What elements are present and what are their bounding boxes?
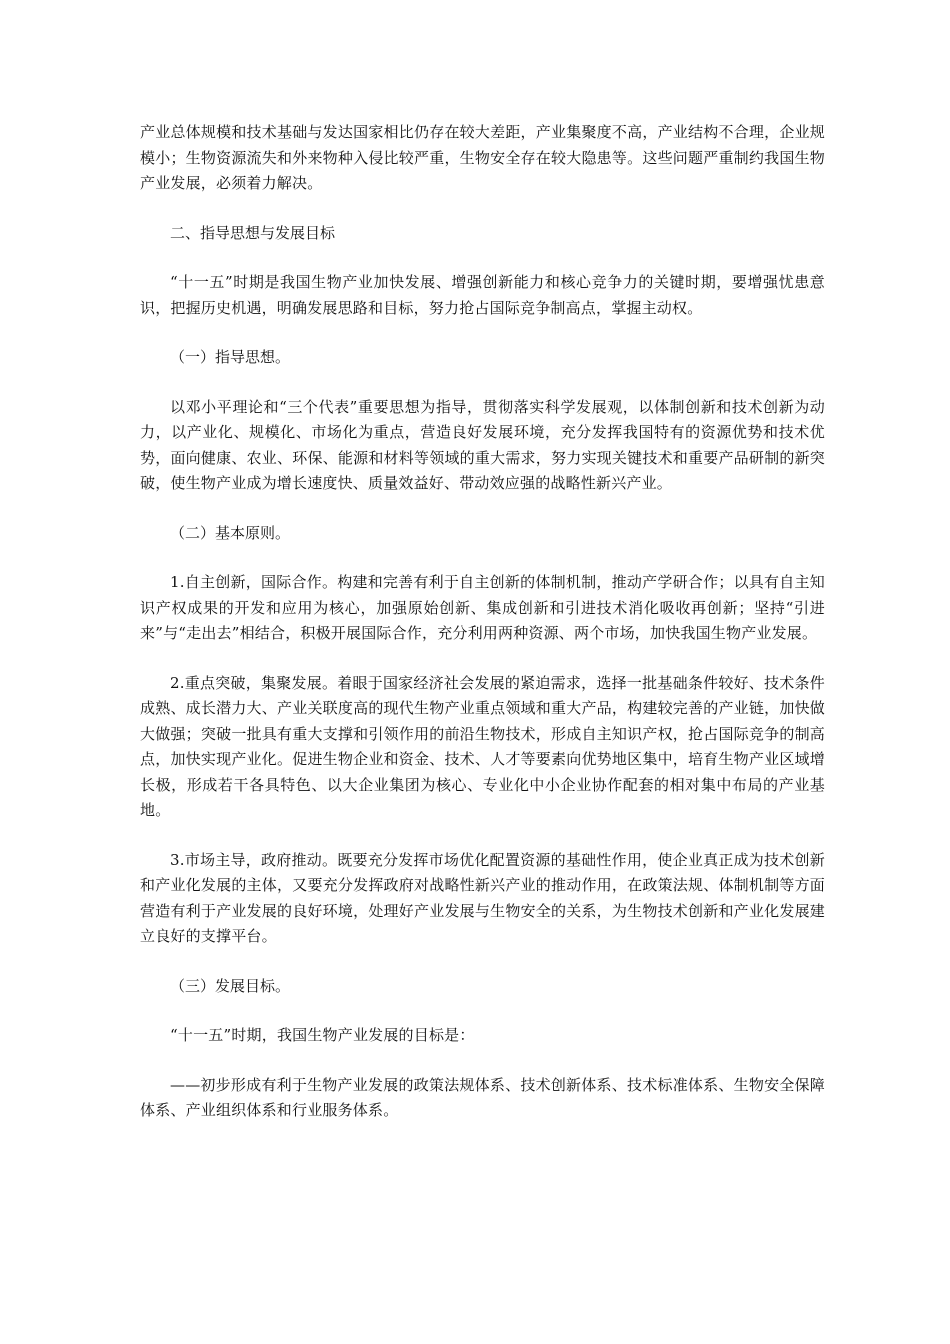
paragraph-guiding-thought: 以邓小平理论和“三个代表”重要思想为指导，贯彻落实科学发展观，以体制创新和技术创新为动力，以产业化、规模化、市场化为重点，营造良好发展环境，充分发挥我国特有的资源优势和技术优势，面向健康、农业、环保、能源和材料等领域的重大需求，努力实现关键技术和重要产品研制的新突破，使生物产业成为增长速度快、质量效益好、带动效应强的战略性新兴产业。: [140, 397, 825, 492]
paragraph-intro: 产业总体规模和技术基础与发达国家相比仍存在较大差距，产业集聚度不高，产业结构不合理，企业规模小；生物资源流失和外来物种入侵比较严重，生物安全存在较大隐患等。这些问题严重制约我国生物产业发展，必须着力解决。: [140, 123, 825, 192]
subheading-development-goals: （三）发展目标。: [170, 976, 291, 995]
paragraph-goal-1: ——初步形成有利于生物产业发展的政策法规体系、技术创新体系、技术标准体系、生物安全保障体系、产业组织体系和行业服务体系。: [140, 1075, 825, 1119]
section-heading-guiding-thought-and-goals: 二、指导思想与发展目标: [170, 223, 336, 242]
paragraph-principle-3: 3.市场主导，政府推动。既要充分发挥市场优化配置资源的基础性作用，使企业真正成为技术创新和产业化发展的主体，又要充分发挥政府对战略性新兴产业的推动作用，在政策法规、体制机制等方面营造有利于产业发展的良好环境，处理好产业发展与生物安全的关系，为生物技术创新和产业化发展建立良好的支撑平台。: [140, 850, 825, 945]
document-page: [140, 120, 825, 1148]
paragraph-principle-2: 2.重点突破，集聚发展。着眼于国家经济社会发展的紧迫需求，选择一批基础条件较好、技术条件成熟、成长潜力大、产业关联度高的现代生物产业重点领域和重大产品，构建较完善的产业链，加快做大做强；突破一批具有重大支撑和引领作用的前沿生物技术，形成自主知识产权，抢占国际竞争的制高点，加快实现产业化。促进生物企业和资金、技术、人才等要素向优势地区集中，培育生物产业区域增长极，形成若干各具特色、以大企业集团为核心、专业化中小企业协作配套的相对集中布局的产业基地。: [140, 673, 825, 819]
paragraph-period-overview: “十一五”时期是我国生物产业加快发展、增强创新能力和核心竞争力的关键时期，要增强忧患意识，把握历史机遇，明确发展思路和目标，努力抢占国际竞争制高点，掌握主动权。: [140, 273, 825, 317]
paragraph-goals-intro: “十一五”时期，我国生物产业发展的目标是：: [170, 1026, 475, 1044]
subheading-basic-principles: （二）基本原则。: [170, 523, 291, 542]
subheading-guiding-thought: （一）指导思想。: [170, 348, 291, 366]
paragraph-principle-1: 1.自主创新，国际合作。构建和完善有利于自主创新的体制机制，推动产学研合作；以具有自主知识产权成果的开发和应用为核心，加强原始创新、集成创新和引进技术消化吸收再创新；坚持“引进来”与“走出去”相结合，积极开展国际合作，充分利用两种资源、两个市场，加快我国生物产业发展。: [140, 573, 825, 642]
